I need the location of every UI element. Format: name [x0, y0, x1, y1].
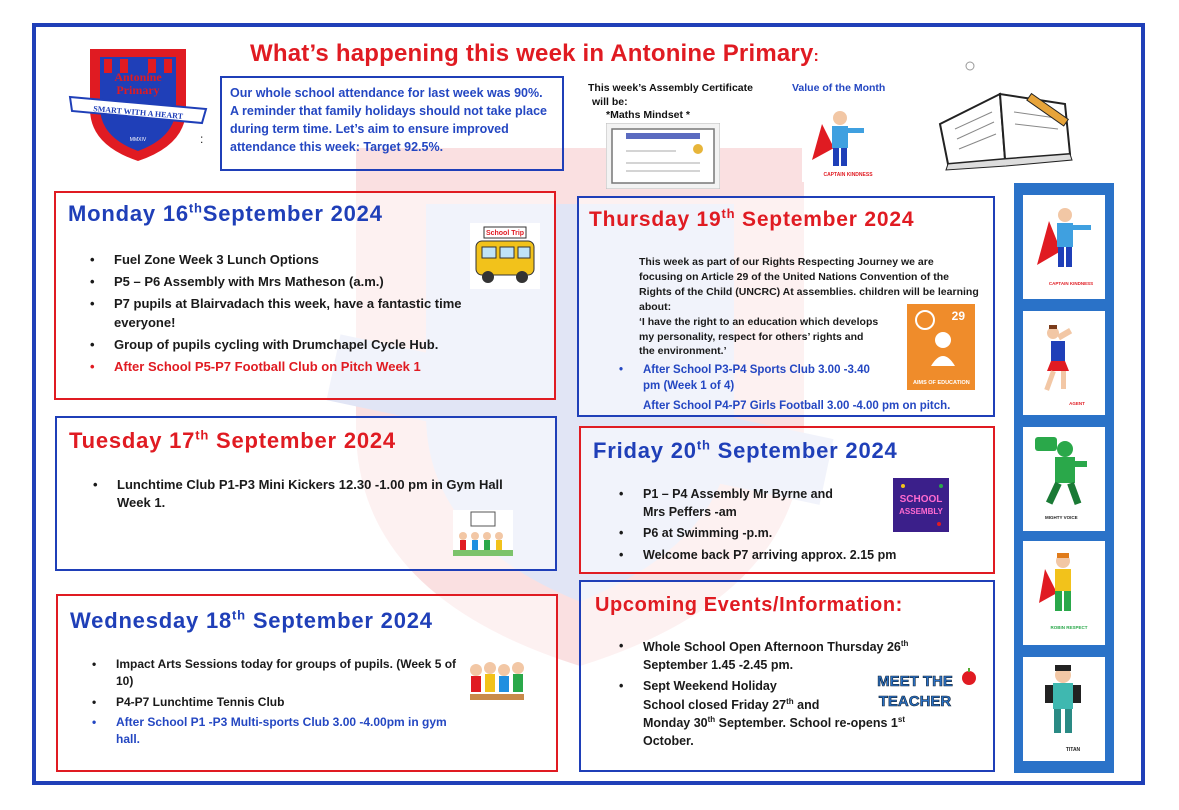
meet-the-teacher-sign [857, 664, 983, 714]
robin-respect-icon [1023, 541, 1105, 645]
hero-card [1023, 541, 1105, 645]
monday-heading: Monday 16thSeptember 2024 [68, 200, 383, 226]
list-item: • After School P3-P4 Sports Club 3.00 -3.40 pm (Week 1 of 4) [619, 363, 883, 394]
svg-text:AGENT: AGENT [1069, 401, 1085, 406]
list-item: • After School P5-P7 Football Club on Pitch Week 1 [90, 358, 470, 376]
list-item: • P4-P7 Lunchtime Tennis Club [92, 694, 472, 711]
thursday-heading: Thursday 19th September 2024 [589, 206, 915, 231]
uncrc-article29-badge [907, 304, 975, 390]
hero-card [1023, 657, 1105, 761]
thursday-extra: After School P4-P7 Girls Football 3.00 -4.00 pm on pitch. [643, 400, 951, 412]
hero-card [1023, 195, 1105, 299]
svg-text:AIMS OF EDUCATION: AIMS OF EDUCATION [913, 380, 970, 386]
hero-card [1023, 311, 1105, 415]
tuesday-heading: Tuesday 17th September 2024 [69, 427, 396, 453]
svg-text:CAPTAIN KINDNESS: CAPTAIN KINDNESS [823, 172, 873, 178]
open-book-pencil-image [930, 54, 1080, 174]
svg-text:TEACHER: TEACHER [878, 693, 952, 710]
monday-list [90, 251, 470, 380]
svg-text:CAPTAIN KINDNESS: CAPTAIN KINDNESS [1048, 281, 1094, 286]
list-item: • Lunchtime Club P1-P3 Mini Kickers 12.30 -1.00 pm in Gym Hall Week 1. [93, 476, 503, 512]
thursday-quote: ‘I have the right to an education which develops my personality, respect for others’ rights and the environment.’ [639, 315, 879, 358]
wednesday-list [92, 656, 472, 752]
assembly-certificate-label: This week’s Assembly Certificate will be: *Maths Mindset * [588, 82, 753, 122]
value-of-month-label: Value of the Month [792, 82, 886, 94]
crest-tag: MMXIV [129, 137, 147, 143]
mighty-voice-icon [1023, 427, 1105, 531]
superhero-sidebar [1014, 183, 1114, 773]
wednesday-heading: Wednesday 18th September 2024 [70, 607, 433, 633]
titan-hero-icon [1023, 657, 1105, 761]
certificate-image [606, 123, 720, 189]
wednesday-box [56, 594, 558, 772]
svg-text:MEET THE: MEET THE [877, 673, 953, 690]
crest-line2: Primary [116, 83, 160, 97]
upcoming-box [579, 580, 995, 772]
tuesday-list [93, 476, 503, 516]
arts-group-icon [466, 656, 528, 706]
list-item: • P1 – P4 Assembly Mr Byrne and Mrs Peffers -am [619, 486, 853, 521]
school-assembly-sign [893, 478, 949, 532]
list-item: • Group of pupils cycling with Drumchapel Cycle Hub. [90, 336, 470, 354]
monday-box [54, 191, 556, 400]
tuesday-box [55, 416, 557, 571]
thursday-list [619, 363, 919, 398]
attendance-text: Our whole school attendance for last week was 90%. A reminder that family holidays should not take place during term time. Let’s aim to ensure improved attendance this week: Target 92.5%. [230, 86, 547, 155]
svg-text:ROBIN RESPECT: ROBIN RESPECT [1050, 625, 1088, 630]
captain-kindness-image [802, 104, 880, 182]
hero-card [1023, 427, 1105, 531]
attendance-box [220, 76, 564, 171]
svg-text:29: 29 [951, 309, 965, 323]
svg-text:School Trip: School Trip [485, 230, 525, 237]
list-item: • P6 at Swimming -p.m. [619, 525, 879, 543]
svg-text:ASSEMBLY: ASSEMBLY [899, 507, 943, 516]
friday-box [579, 426, 995, 574]
friday-heading: Friday 20th September 2024 [593, 437, 898, 463]
crest-colon: : [200, 132, 204, 146]
list-item: • P7 pupils at Blairvadach this week, have a fantastic time everyone! [90, 295, 470, 331]
captain-kindness-icon [1023, 195, 1105, 299]
agent-hero-icon [1023, 311, 1105, 415]
page-title: What’s happening this week in Antonine Primary: [250, 40, 820, 67]
kids-football-icon [453, 510, 513, 556]
thursday-paragraph: This week as part of our Rights Respecting Journey we are focusing on Article 29 of the United Nations Convention of the Rights of the Child (UNCRC) At assemblies. children will be learning about: ‘I have the right to an education which develops my personality, respect for others’ rights and the environment.’ [639, 256, 979, 358]
list-item: • P5 – P6 Assembly with Mrs Matheson (a.m.) [90, 273, 470, 291]
thursday-box [577, 196, 995, 417]
svg-text:MIGHTY VOICE: MIGHTY VOICE [1045, 515, 1078, 520]
list-item: • Whole School Open Afternoon Thursday 26th September 1.45 -2.45 pm. [619, 638, 989, 674]
svg-text:TITAN: TITAN [1065, 747, 1081, 753]
svg-text:SCHOOL: SCHOOL [899, 494, 943, 505]
school-crest-logo [68, 45, 208, 163]
list-item: • After School P1 -P3 Multi-sports Club 3.00 -4.00pm in gym hall. [92, 714, 472, 748]
list-item: • Impact Arts Sessions today for groups of pupils. (Week 5 of 10) [92, 656, 472, 690]
friday-list [619, 486, 897, 568]
list-item: • Welcome back P7 arriving approx. 2.15 pm [619, 547, 943, 565]
list-item: • Fuel Zone Week 3 Lunch Options [90, 251, 470, 269]
list-item: • Sept Weekend Holiday School closed Friday 27th and Monday 30th September. School re-opens 1st October. [619, 678, 989, 750]
crest-motto: SMART WITH A HEART [92, 104, 184, 121]
upcoming-heading: Upcoming Events/Information: [595, 594, 903, 616]
certificate-name: *Maths Mindset * [606, 109, 691, 122]
crest-line1: Antonine [114, 70, 162, 84]
school-bus-icon [470, 223, 540, 289]
